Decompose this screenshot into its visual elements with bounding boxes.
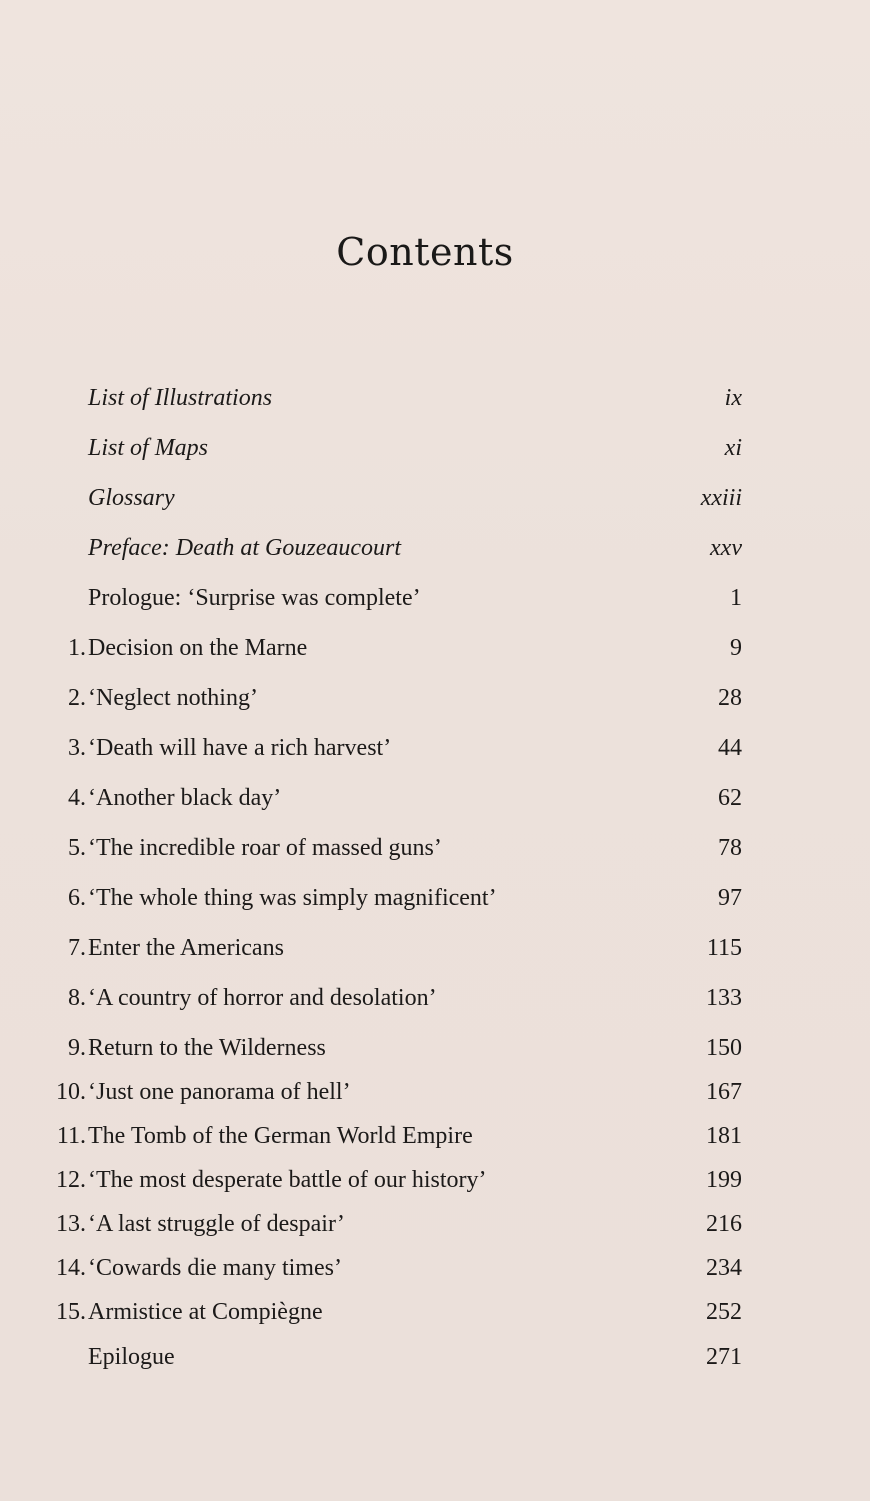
toc-entry (0, 428, 870, 468)
toc-entry (0, 1116, 870, 1156)
toc-entry (0, 1072, 870, 1112)
toc-entry-title: Prologue: ‘Surprise was complete’ (88, 585, 421, 611)
toc-entry-title: ‘Death will have a rich harvest’ (88, 735, 392, 761)
toc-entry (0, 478, 870, 518)
toc-entry-title: ‘A last struggle of despair’ (88, 1211, 345, 1237)
toc-entry-number: 8. (68, 985, 86, 1011)
toc-entry-title: ‘The most desperate battle of our history’ (88, 1167, 487, 1193)
toc-entry (0, 1028, 870, 1068)
toc-entry-page-number: xxiii (700, 485, 742, 511)
toc-entry (0, 728, 870, 768)
toc-entry (0, 828, 870, 868)
toc-entry (0, 1160, 870, 1200)
toc-entry-title: Enter the Americans (88, 935, 284, 961)
toc-entry-page-number: 216 (706, 1211, 742, 1237)
toc-entry (0, 928, 870, 968)
toc-entry-title: Armistice at Compiègne (88, 1299, 323, 1325)
toc-entry (0, 778, 870, 818)
toc-entry-number: 1. (68, 635, 86, 661)
toc-entry-number: 3. (68, 735, 86, 761)
toc-entry-page-number: xi (724, 435, 742, 461)
toc-entry-number: 15. (56, 1299, 86, 1325)
toc-entry-number: 7. (68, 935, 86, 961)
toc-entry-number: 4. (68, 785, 86, 811)
toc-entry-title: ‘Neglect nothing’ (88, 685, 258, 711)
toc-entry-title: ‘Just one panorama of hell’ (88, 1079, 351, 1105)
toc-entry-title: Epilogue (88, 1344, 175, 1370)
toc-entry (0, 1337, 870, 1377)
toc-entry-number: 9. (68, 1035, 86, 1061)
toc-entry-page-number: 252 (706, 1299, 742, 1325)
toc-entry-page-number: 115 (706, 935, 742, 961)
toc-entry (0, 1204, 870, 1244)
toc-entry-page-number: 62 (718, 785, 742, 811)
toc-entry-page-number: 150 (706, 1035, 742, 1061)
toc-entry-number: 6. (68, 885, 86, 911)
toc-entry-title: ‘The whole thing was simply magnificent’ (88, 885, 497, 911)
toc-entry-page-number: 234 (706, 1255, 742, 1281)
toc-entry-title: The Tomb of the German World Empire (88, 1123, 473, 1149)
toc-entry-number: 5. (68, 835, 86, 861)
toc-entry (0, 578, 870, 618)
toc-entry-number: 11. (56, 1123, 86, 1149)
toc-entry (0, 1292, 870, 1332)
toc-entry-title: List of Illustrations (88, 385, 273, 411)
toc-entry-number: 2. (68, 685, 86, 711)
toc-entry-page-number: 9 (730, 635, 742, 661)
toc-entry-page-number: 181 (706, 1123, 742, 1149)
toc-entry-page-number: 271 (706, 1344, 742, 1370)
toc-entry-page-number: 78 (718, 835, 742, 861)
toc-entry-title: Glossary (88, 485, 175, 511)
toc-entry-page-number: 199 (706, 1167, 742, 1193)
toc-entry-title: Decision on the Marne (88, 635, 308, 661)
toc-entry-title: Preface: Death at Gouzeaucourt (88, 535, 402, 561)
toc-entry-number: 14. (56, 1255, 86, 1281)
toc-entry (0, 978, 870, 1018)
toc-entry (0, 878, 870, 918)
toc-entry-number: 13. (56, 1211, 86, 1237)
toc-entry-title: List of Maps (88, 435, 209, 461)
toc-entry (0, 528, 870, 568)
toc-entry (0, 628, 870, 668)
toc-entry-page-number: 97 (718, 885, 742, 911)
toc-entry-title: ‘Another black day’ (88, 785, 282, 811)
toc-entry-page-number: 28 (718, 685, 742, 711)
page-title: Contents (336, 230, 514, 274)
toc-entry (0, 378, 870, 418)
toc-entry (0, 678, 870, 718)
toc-entry-page-number: 1 (730, 585, 742, 611)
toc-entry-page-number: xxv (710, 535, 742, 561)
toc-entry (0, 1248, 870, 1288)
toc-entry-page-number: 133 (706, 985, 742, 1011)
toc-entry-title: ‘The incredible roar of massed guns’ (88, 835, 442, 861)
toc-entry-number: 10. (56, 1079, 86, 1105)
toc-entry-number: 12. (56, 1167, 86, 1193)
toc-entry-title: Return to the Wilderness (88, 1035, 326, 1061)
toc-entry-page-number: 167 (706, 1079, 742, 1105)
toc-entry-page-number: 44 (718, 735, 742, 761)
toc-entry-page-number: ix (724, 385, 742, 411)
toc-entry-title: ‘A country of horror and desolation’ (88, 985, 437, 1011)
toc-entry-title: ‘Cowards die many times’ (88, 1255, 342, 1281)
